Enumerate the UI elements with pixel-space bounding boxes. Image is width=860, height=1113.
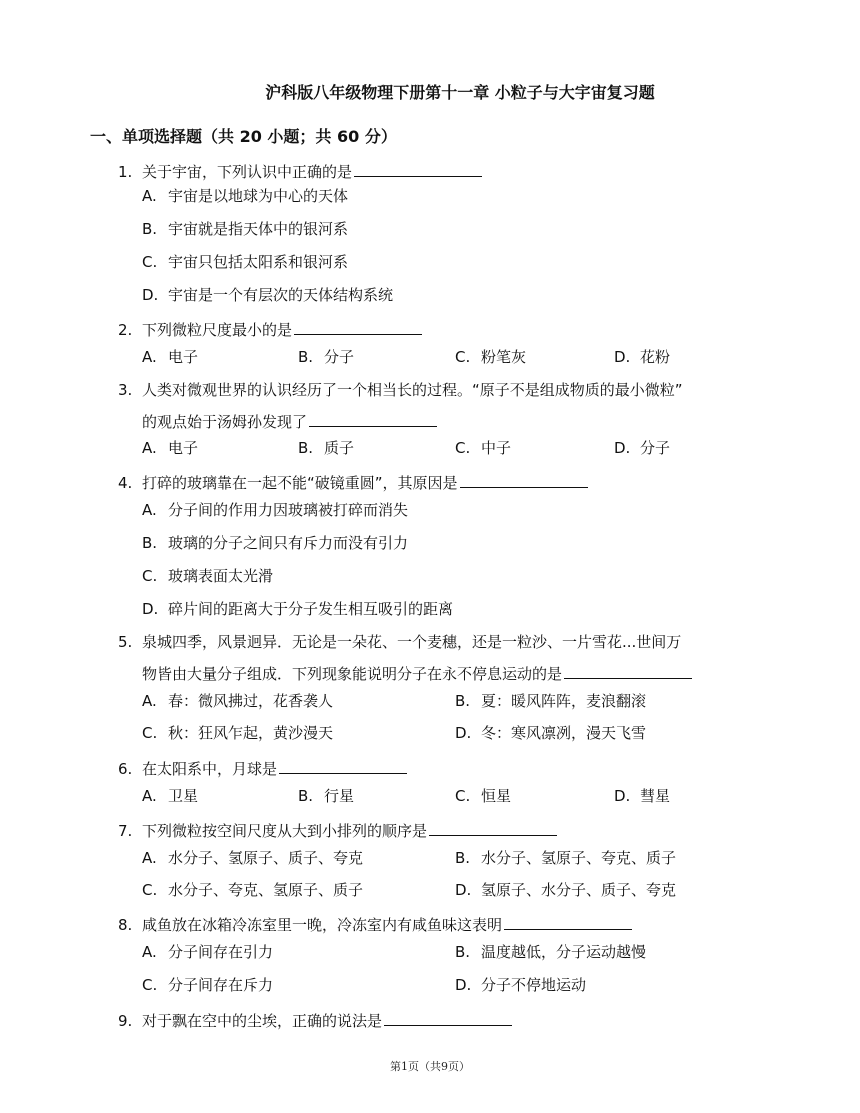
option-text: 水分子、夸克、氢原子、质子: [168, 881, 364, 899]
option-text: 行星: [324, 787, 355, 805]
option-letter: C.: [142, 253, 158, 271]
question-stem-continued: 物皆由大量分子组成．下列现象能说明分子在永不停息运动的是: [142, 665, 563, 683]
option-b[interactable]: [298, 438, 354, 458]
question-stem: 在太阳系中，月球是: [142, 760, 278, 778]
option-d[interactable]: [455, 975, 586, 995]
answer-blank[interactable]: [564, 662, 692, 679]
option-letter: D.: [142, 600, 159, 618]
option-text: 分子: [324, 348, 355, 366]
question-stem: 泉城四季，风景迥异．无论是一朵花、一个麦穗，还是一粒沙、一片雪花...世间万: [142, 633, 682, 651]
option-a[interactable]: [142, 848, 363, 868]
option-text: 粉笔灰: [481, 348, 527, 366]
question-stem-continued: 的观点始于汤姆孙发现了: [142, 413, 308, 431]
answer-blank[interactable]: [294, 318, 422, 335]
page-footer: 第1页（共9页）: [390, 1060, 470, 1073]
option-b[interactable]: [142, 219, 348, 239]
option-b[interactable]: [455, 942, 646, 962]
option-text: 温度越低，分子运动越慢: [481, 943, 647, 961]
option-letter: B.: [298, 348, 314, 366]
answer-blank[interactable]: [309, 410, 437, 427]
option-text: 卫星: [168, 787, 199, 805]
option-a[interactable]: [142, 691, 333, 711]
answer-blank[interactable]: [460, 471, 588, 488]
answer-blank[interactable]: [354, 160, 482, 177]
option-d[interactable]: [142, 599, 453, 619]
option-a[interactable]: [142, 500, 408, 520]
option-text: 质子: [324, 439, 355, 457]
option-text: 水分子、氢原子、质子、夸克: [168, 849, 364, 867]
question-number: 1.: [118, 163, 133, 181]
option-b[interactable]: [455, 691, 646, 711]
option-text: 玻璃表面太光滑: [168, 567, 274, 585]
option-c[interactable]: [142, 880, 363, 900]
option-text: 夏：暖风阵阵，麦浪翻滚: [481, 692, 647, 710]
option-text: 冬：寒风凛冽，漫天飞雪: [481, 724, 647, 742]
question-6: [118, 757, 407, 779]
option-d[interactable]: [455, 880, 676, 900]
option-b[interactable]: [142, 533, 408, 553]
option-c[interactable]: [142, 566, 273, 586]
question-stem: 下列微粒按空间尺度从大到小排列的顺序是: [142, 822, 428, 840]
question-1: [118, 160, 482, 182]
question-stem: 对于飘在空中的尘埃，正确的说法是: [142, 1012, 383, 1030]
option-letter: A.: [142, 943, 157, 961]
question-9: [118, 1009, 512, 1031]
option-a[interactable]: [142, 438, 198, 458]
option-text: 中子: [481, 439, 512, 457]
page-title: 沪科版八年级物理下册第十一章 小粒子与大宇宙复习题: [265, 83, 655, 102]
option-letter: B.: [455, 692, 471, 710]
option-a[interactable]: [142, 347, 198, 367]
question-number: 6.: [118, 760, 133, 778]
option-c[interactable]: [142, 975, 273, 995]
question-number: 8.: [118, 916, 133, 934]
question-number: 2.: [118, 321, 133, 339]
option-text: 宇宙是一个有层次的天体结构系统: [168, 286, 394, 304]
option-a[interactable]: [142, 786, 198, 806]
option-text: 分子间的作用力因玻璃被打碎而消失: [168, 501, 409, 519]
question-number: 3.: [118, 381, 133, 399]
question-number: 7.: [118, 822, 133, 840]
option-letter: A.: [142, 501, 157, 519]
option-text: 秋：狂风乍起，黄沙漫天: [168, 724, 334, 742]
option-letter: D.: [142, 286, 159, 304]
option-text: 玻璃的分子之间只有斥力而没有引力: [168, 534, 409, 552]
option-letter: D.: [455, 881, 472, 899]
option-b[interactable]: [298, 786, 354, 806]
option-letter: C.: [142, 567, 158, 585]
question-7: [118, 819, 557, 841]
option-text: 碎片间的距离大于分子发生相互吸引的距离: [168, 600, 454, 618]
option-text: 恒星: [481, 787, 512, 805]
question-8: [118, 913, 632, 935]
option-d[interactable]: [614, 438, 670, 458]
option-letter: A.: [142, 439, 157, 457]
question-number: 9.: [118, 1012, 133, 1030]
option-letter: D.: [455, 724, 472, 742]
question-4: [118, 471, 588, 493]
question-2: [118, 318, 422, 340]
question-stem: 咸鱼放在冰箱冷冻室里一晚，冷冻室内有咸鱼味这表明: [142, 916, 503, 934]
option-letter: D.: [614, 439, 631, 457]
option-text: 宇宙是以地球为中心的天体: [168, 187, 349, 205]
option-letter: B.: [298, 439, 314, 457]
option-letter: B.: [455, 849, 471, 867]
option-letter: A.: [142, 787, 157, 805]
option-letter: B.: [298, 787, 314, 805]
option-c[interactable]: [142, 252, 348, 272]
option-text: 电子: [168, 439, 199, 457]
option-text: 春：微风拂过，花香袭人: [168, 692, 334, 710]
option-c[interactable]: [455, 347, 526, 367]
option-letter: B.: [455, 943, 471, 961]
question-3-line2: [142, 410, 437, 432]
question-stem: 下列微粒尺度最小的是: [142, 321, 293, 339]
option-text: 氢原子、水分子、质子、夸克: [481, 881, 677, 899]
option-text: 宇宙只包括太阳系和银河系: [168, 253, 349, 271]
question-number: 4.: [118, 474, 133, 492]
option-letter: D.: [455, 976, 472, 994]
section-heading: 一、单项选择题（共 20 小题；共 60 分）: [90, 127, 397, 146]
option-letter: A.: [142, 348, 157, 366]
option-letter: C.: [142, 881, 158, 899]
option-letter: C.: [455, 787, 471, 805]
option-a[interactable]: [142, 186, 348, 206]
option-d[interactable]: [455, 723, 646, 743]
question-5: [118, 632, 681, 652]
option-text: 分子间存在引力: [168, 943, 274, 961]
question-5-line2: [142, 662, 692, 684]
option-letter: D.: [614, 787, 631, 805]
option-c[interactable]: [455, 438, 511, 458]
option-b[interactable]: [455, 848, 676, 868]
option-text: 分子间存在斥力: [168, 976, 274, 994]
option-letter: A.: [142, 849, 157, 867]
option-text: 分子: [640, 439, 671, 457]
option-letter: C.: [455, 348, 471, 366]
question-number: 5.: [118, 633, 133, 651]
option-d[interactable]: [142, 285, 393, 305]
option-text: 彗星: [640, 787, 671, 805]
question-stem: 打碎的玻璃靠在一起不能“破镜重圆”，其原因是: [142, 474, 458, 492]
option-d[interactable]: [614, 786, 670, 806]
option-letter: C.: [455, 439, 471, 457]
option-letter: B.: [142, 220, 158, 238]
option-text: 电子: [168, 348, 199, 366]
option-letter: B.: [142, 534, 158, 552]
answer-blank[interactable]: [279, 757, 407, 774]
option-a[interactable]: [142, 942, 273, 962]
option-c[interactable]: [142, 723, 333, 743]
answer-blank[interactable]: [429, 819, 557, 836]
option-text: 水分子、氢原子、夸克、质子: [481, 849, 677, 867]
option-c[interactable]: [455, 786, 511, 806]
option-text: 花粉: [640, 348, 671, 366]
question-stem: 人类对微观世界的认识经历了一个相当长的过程。“原子不是组成物质的最小微粒”: [142, 381, 683, 399]
option-letter: A.: [142, 187, 157, 205]
option-text: 宇宙就是指天体中的银河系: [168, 220, 349, 238]
option-letter: D.: [614, 348, 631, 366]
option-letter: A.: [142, 692, 157, 710]
answer-blank[interactable]: [504, 913, 632, 930]
option-letter: C.: [142, 724, 158, 742]
answer-blank[interactable]: [384, 1009, 512, 1026]
option-d[interactable]: [614, 347, 670, 367]
question-3: [118, 380, 683, 400]
question-stem: 关于宇宙，下列认识中正确的是: [142, 163, 353, 181]
option-letter: C.: [142, 976, 158, 994]
option-text: 分子不停地运动: [481, 976, 587, 994]
option-b[interactable]: [298, 347, 354, 367]
